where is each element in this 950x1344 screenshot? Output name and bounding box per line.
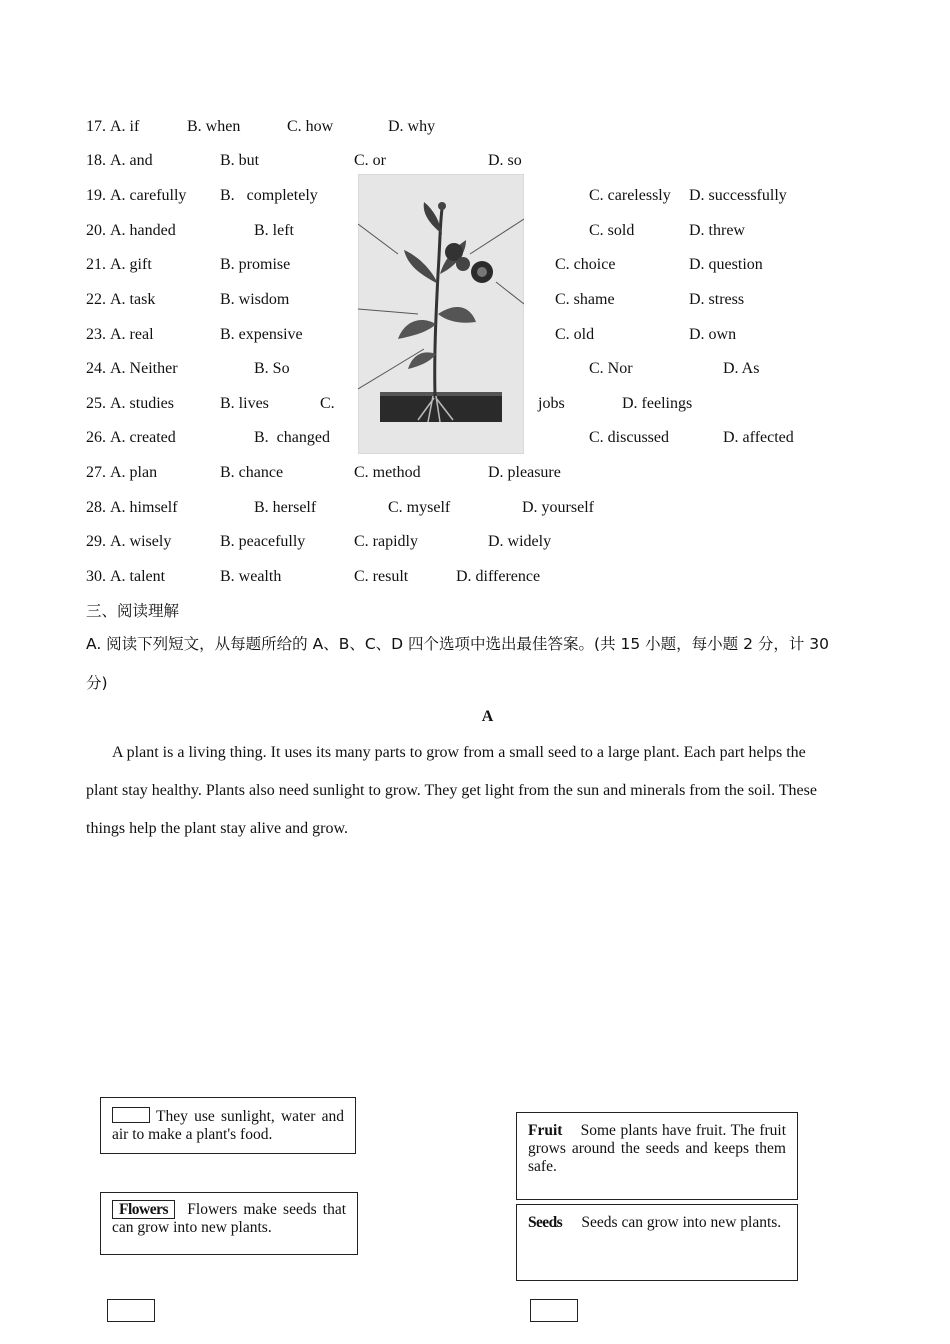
q18-option-c: C. or: [354, 152, 386, 169]
q30-option-a: A. talent: [110, 568, 166, 585]
seeds-label: Seeds: [528, 1214, 563, 1231]
instruction-line-2: 分): [86, 674, 108, 692]
q24-option-a: A. Neither: [110, 360, 178, 377]
q20-option-a: A. handed: [110, 222, 176, 239]
fruit-description: Some plants have fruit. The fruit grows around the seeds and keeps them safe.: [528, 1122, 787, 1175]
q28-option-d: D. yourself: [522, 499, 594, 516]
q27-number: 27.: [86, 464, 106, 481]
instruction-line-1: A. 阅读下列短文，从每题所给的 A、B、C、D 四个选项中选出最佳答案。(共 15 小题，每小题 2 分，计 30: [86, 635, 830, 653]
q25-number: 25.: [86, 395, 106, 412]
q21-option-d: D. question: [689, 256, 763, 273]
q17-option-d: D. why: [388, 118, 436, 135]
q26-option-d: D. affected: [723, 429, 794, 446]
q22-option-a: A. task: [110, 291, 156, 308]
q30-option-d: D. difference: [456, 568, 541, 585]
q22-option-b: B. wisdom: [220, 291, 290, 308]
q18-option-a: A. and: [110, 152, 153, 169]
seeds-description: Seeds can grow into new plants.: [581, 1214, 782, 1231]
q17-option-c: C. how: [287, 118, 334, 135]
q28-option-c: C. myself: [388, 499, 451, 516]
q22-option-d: D. stress: [689, 291, 745, 308]
q18-option-b: B. but: [220, 152, 260, 169]
q19-number: 19.: [86, 187, 106, 204]
q29-number: 29.: [86, 533, 106, 550]
q26-option-b: B. changed: [254, 429, 330, 446]
leaves-box: [100, 1097, 356, 1154]
q30-option-b: B. wealth: [220, 568, 282, 585]
q24-number: 24.: [86, 360, 106, 377]
q26-option-a: A. created: [110, 429, 176, 446]
q19-option-c: C. carelessly: [589, 187, 671, 204]
passage-line-3: things help the plant stay alive and grow.: [86, 820, 349, 837]
q20-option-b: B. left: [254, 222, 294, 239]
fruit-label: Fruit: [528, 1122, 563, 1139]
passage-paragraph: [86, 734, 864, 848]
fruit-box: [516, 1112, 798, 1200]
q29-option-b: B. peacefully: [220, 533, 306, 550]
q25-option-a: A. studies: [110, 395, 174, 412]
q27-option-a: A. plan: [110, 464, 158, 481]
q18-number: 18.: [86, 152, 106, 169]
q28-number: 28.: [86, 499, 106, 516]
q25-option-d: D. feelings: [622, 395, 693, 412]
q20-number: 20.: [86, 222, 106, 239]
q21-option-b: B. promise: [220, 256, 291, 273]
q21-number: 21.: [86, 256, 106, 273]
q26-number: 26.: [86, 429, 106, 446]
q19-option-a: A. carefully: [110, 187, 187, 204]
flowers-description: Flowers make seeds that can grow into new plants.: [112, 1201, 346, 1236]
q23-option-d: D. own: [689, 326, 737, 343]
passage-heading: A: [481, 708, 494, 725]
q23-option-c: C. old: [555, 326, 595, 343]
q20-option-c: C. sold: [589, 222, 635, 239]
flowers-label: Flowers: [112, 1200, 175, 1219]
q21-option-a: A. gift: [110, 256, 152, 273]
q23-option-b: B. expensive: [220, 326, 303, 343]
q25-option-c-letter: C.: [320, 395, 335, 412]
q30-number: 30.: [86, 568, 106, 585]
q26-option-c: C. discussed: [589, 429, 669, 446]
leaves-label-blank: [112, 1107, 150, 1123]
q17-option-a: A. if: [110, 118, 140, 135]
q28-option-a: A. himself: [110, 499, 178, 516]
q24-option-b: B. So: [254, 360, 290, 377]
q19-option-d: D. successfully: [689, 187, 787, 204]
q27-option-c: C. method: [354, 464, 421, 481]
answer-blank-left[interactable]: [107, 1299, 155, 1322]
passage-line-1: A plant is a living thing. It uses its many parts to grow from a small seed to a large plant. Each part helps the: [112, 744, 806, 761]
q27-option-d: D. pleasure: [488, 464, 561, 481]
q25-option-c-word: jobs: [538, 395, 565, 412]
q17-option-b: B. when: [187, 118, 241, 135]
leaves-description: They use sunlight, water and air to make a plant's food.: [112, 1108, 344, 1143]
answer-blank-right[interactable]: [530, 1299, 578, 1322]
q22-number: 22.: [86, 291, 106, 308]
passage-line-2: plant stay healthy. Plants also need sunlight to grow. They get light from the sun and minerals from the soil. These: [86, 782, 817, 799]
q23-number: 23.: [86, 326, 106, 343]
q17-number: 17.: [86, 118, 106, 135]
q29-option-a: A. wisely: [110, 533, 172, 550]
q25-option-b: B. lives: [220, 395, 269, 412]
q27-option-b: B. chance: [220, 464, 284, 481]
flowers-box: [100, 1192, 358, 1255]
seeds-box: [516, 1204, 798, 1281]
q29-option-c: C. rapidly: [354, 533, 418, 550]
q30-option-c: C. result: [354, 568, 409, 585]
q22-option-c: C. shame: [555, 291, 615, 308]
q18-option-d: D. so: [488, 152, 522, 169]
q28-option-b: B. herself: [254, 499, 317, 516]
q24-option-c: C. Nor: [589, 360, 633, 377]
q19-option-b: B. completely: [220, 187, 318, 204]
q24-option-d: D. As: [723, 360, 760, 377]
q29-option-d: D. widely: [488, 533, 552, 550]
tomato-plant-illustration: [358, 174, 524, 454]
q23-option-a: A. real: [110, 326, 154, 343]
section-title: 三、阅读理解: [86, 602, 180, 620]
q20-option-d: D. threw: [689, 222, 745, 239]
q21-option-c: C. choice: [555, 256, 616, 273]
